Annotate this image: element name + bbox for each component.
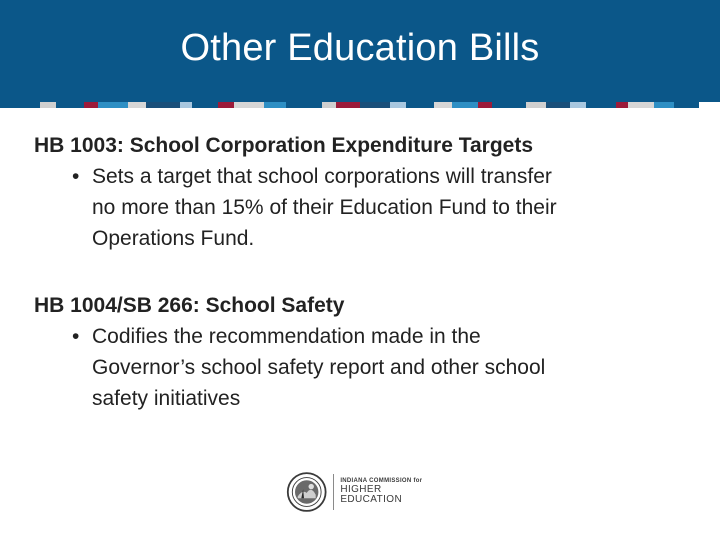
bullet-dot-icon: •: [72, 165, 80, 188]
bullet-line: no more than 15% of their Education Fund to their: [92, 196, 557, 219]
bullet-dot-icon: •: [72, 325, 80, 348]
bullet-line: Codifies the recommendation made in the: [92, 325, 481, 348]
title-bar: [0, 0, 720, 102]
section-heading-hb1003: HB 1003: School Corporation Expenditure Targets: [34, 134, 534, 157]
bullet-line: safety initiatives: [92, 387, 241, 410]
section-heading-hb1004: HB 1004/SB 266: School Safety: [34, 294, 345, 317]
logo-divider: [333, 474, 334, 510]
bullet-line: Sets a target that school corporations will transfer: [92, 165, 552, 188]
logo-line-1: INDIANA COMMISSION for: [340, 478, 423, 485]
bullet-line: Operations Fund.: [92, 227, 255, 250]
bullet-item: [72, 321, 694, 414]
bullet-line: Governor’s school safety report and other school: [92, 356, 546, 379]
color-stripe: [0, 102, 720, 108]
slide-body: [34, 130, 694, 414]
state-seal-icon: [286, 469, 327, 515]
logo-line-2: HIGHER EDUCATION: [340, 483, 403, 506]
bullet-item: [72, 161, 694, 254]
commission-logo: [286, 466, 436, 518]
logo-text: [340, 478, 436, 505]
slide-title: Other Education Bills: [180, 26, 540, 69]
